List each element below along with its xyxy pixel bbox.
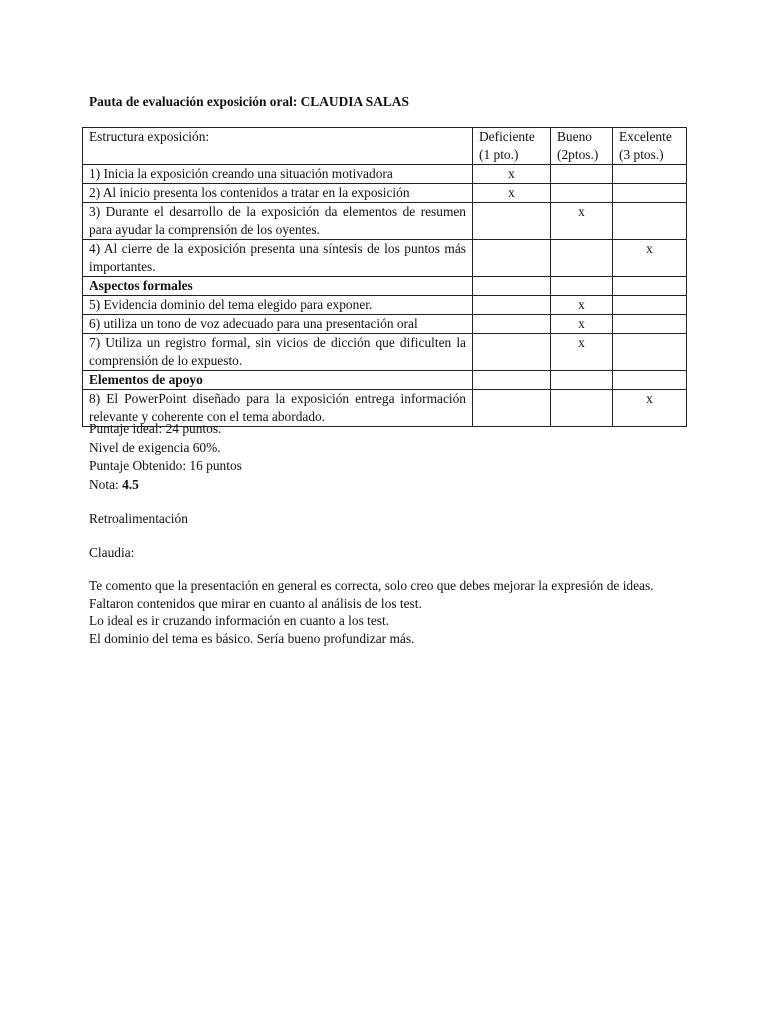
feedback-heading: Retroalimentación xyxy=(89,511,188,526)
table-row xyxy=(83,296,687,315)
grade-label: Nota: xyxy=(89,476,123,492)
mark-excelente xyxy=(613,315,687,334)
criterion-text: 7) Utiliza un registro formal, sin vicios de dicción que dificulten la comprensión de lo expuesto. xyxy=(83,334,473,371)
feedback-salutation: Claudia: xyxy=(89,544,135,560)
feedback-paragraph: Te comento que la presentación en general es correcta, solo creo que debes mejorar la expresión de ideas. xyxy=(89,578,654,593)
table-row xyxy=(83,203,687,240)
header-excelente xyxy=(613,128,687,165)
mark-bueno: x xyxy=(551,296,613,315)
mark-excelente: x xyxy=(613,240,687,277)
mark-bueno xyxy=(551,240,613,277)
mark-deficiente: x xyxy=(473,165,551,184)
feedback-body xyxy=(89,577,709,647)
grade-line xyxy=(89,476,709,495)
document-title: Pauta de evaluación exposición oral: CLAUDIA SALAS xyxy=(89,94,409,109)
mark-excelente xyxy=(613,334,687,371)
mark-excelente: x xyxy=(613,390,687,427)
requirement-level: Nivel de exigencia 60%. xyxy=(89,439,221,455)
criterion-text: 2) Al inicio presenta los contenidos a tratar en la exposición xyxy=(83,184,473,203)
score-summary xyxy=(89,420,709,494)
header-deficiente xyxy=(473,128,551,165)
table-row xyxy=(83,315,687,334)
criterion-text: 6) utiliza un tono de voz adecuado para una presentación oral xyxy=(83,315,473,334)
mark-deficiente xyxy=(473,203,551,240)
empty-cell xyxy=(473,371,551,390)
section-row xyxy=(83,277,687,296)
mark-bueno: x xyxy=(551,315,613,334)
feedback-paragraph: Lo ideal es ir cruzando información en cuanto a los test. xyxy=(89,613,390,628)
evaluation-table xyxy=(82,127,687,427)
ideal-score: Puntaje ideal: 24 puntos. xyxy=(89,421,222,436)
header-level-points: (2ptos.) xyxy=(557,147,599,162)
mark-excelente xyxy=(613,165,687,184)
section-title: Elementos de apoyo xyxy=(83,371,473,390)
mark-bueno: x xyxy=(551,334,613,371)
table-row xyxy=(83,165,687,184)
table-header-row xyxy=(83,128,687,165)
section-title: Aspectos formales xyxy=(83,277,473,296)
mark-deficiente: x xyxy=(473,184,551,203)
empty-cell xyxy=(551,277,613,296)
mark-deficiente xyxy=(473,240,551,277)
mark-excelente xyxy=(613,203,687,240)
mark-bueno xyxy=(551,184,613,203)
grade-value: 4.5 xyxy=(122,476,139,492)
criterion-text: 5) Evidencia dominio del tema elegido para exponer. xyxy=(83,296,473,315)
mark-bueno xyxy=(551,165,613,184)
feedback-section xyxy=(89,510,709,647)
header-criterion: Estructura exposición: xyxy=(83,128,473,165)
criterion-text: 1) Inicia la exposición creando una situación motivadora xyxy=(83,165,473,184)
header-level-name: Bueno xyxy=(557,129,592,144)
mark-deficiente xyxy=(473,315,551,334)
feedback-paragraph: Faltaron contenidos que mirar en cuanto al análisis de los test. xyxy=(89,595,422,611)
criterion-text: 4) Al cierre de la exposición presenta una síntesis de los puntos más importantes. xyxy=(83,240,473,277)
mark-bueno: x xyxy=(551,203,613,240)
header-level-points: (3 ptos.) xyxy=(619,147,664,162)
section-row xyxy=(83,371,687,390)
criterion-text: 8) El PowerPoint diseñado para la exposición entrega información relevante y coherente con el tema abordado. xyxy=(83,390,473,427)
header-level-name: Deficiente xyxy=(479,129,535,144)
header-level-name: Excelente xyxy=(619,129,672,144)
feedback-paragraph: El dominio del tema es básico. Sería bueno profundizar más. xyxy=(89,630,415,646)
table-row xyxy=(83,184,687,203)
mark-deficiente xyxy=(473,296,551,315)
empty-cell xyxy=(613,371,687,390)
empty-cell xyxy=(613,277,687,296)
table-row xyxy=(83,334,687,371)
header-bueno xyxy=(551,128,613,165)
mark-deficiente xyxy=(473,334,551,371)
mark-excelente xyxy=(613,296,687,315)
empty-cell xyxy=(473,277,551,296)
mark-excelente xyxy=(613,184,687,203)
table-row xyxy=(83,240,687,277)
criterion-text: 3) Durante el desarrollo de la exposición da elementos de resumen para ayudar la comprensión de los oyentes. xyxy=(83,203,473,240)
header-level-points: (1 pto.) xyxy=(479,147,519,162)
empty-cell xyxy=(551,371,613,390)
obtained-score: Puntaje Obtenido: 16 puntos xyxy=(89,458,242,473)
